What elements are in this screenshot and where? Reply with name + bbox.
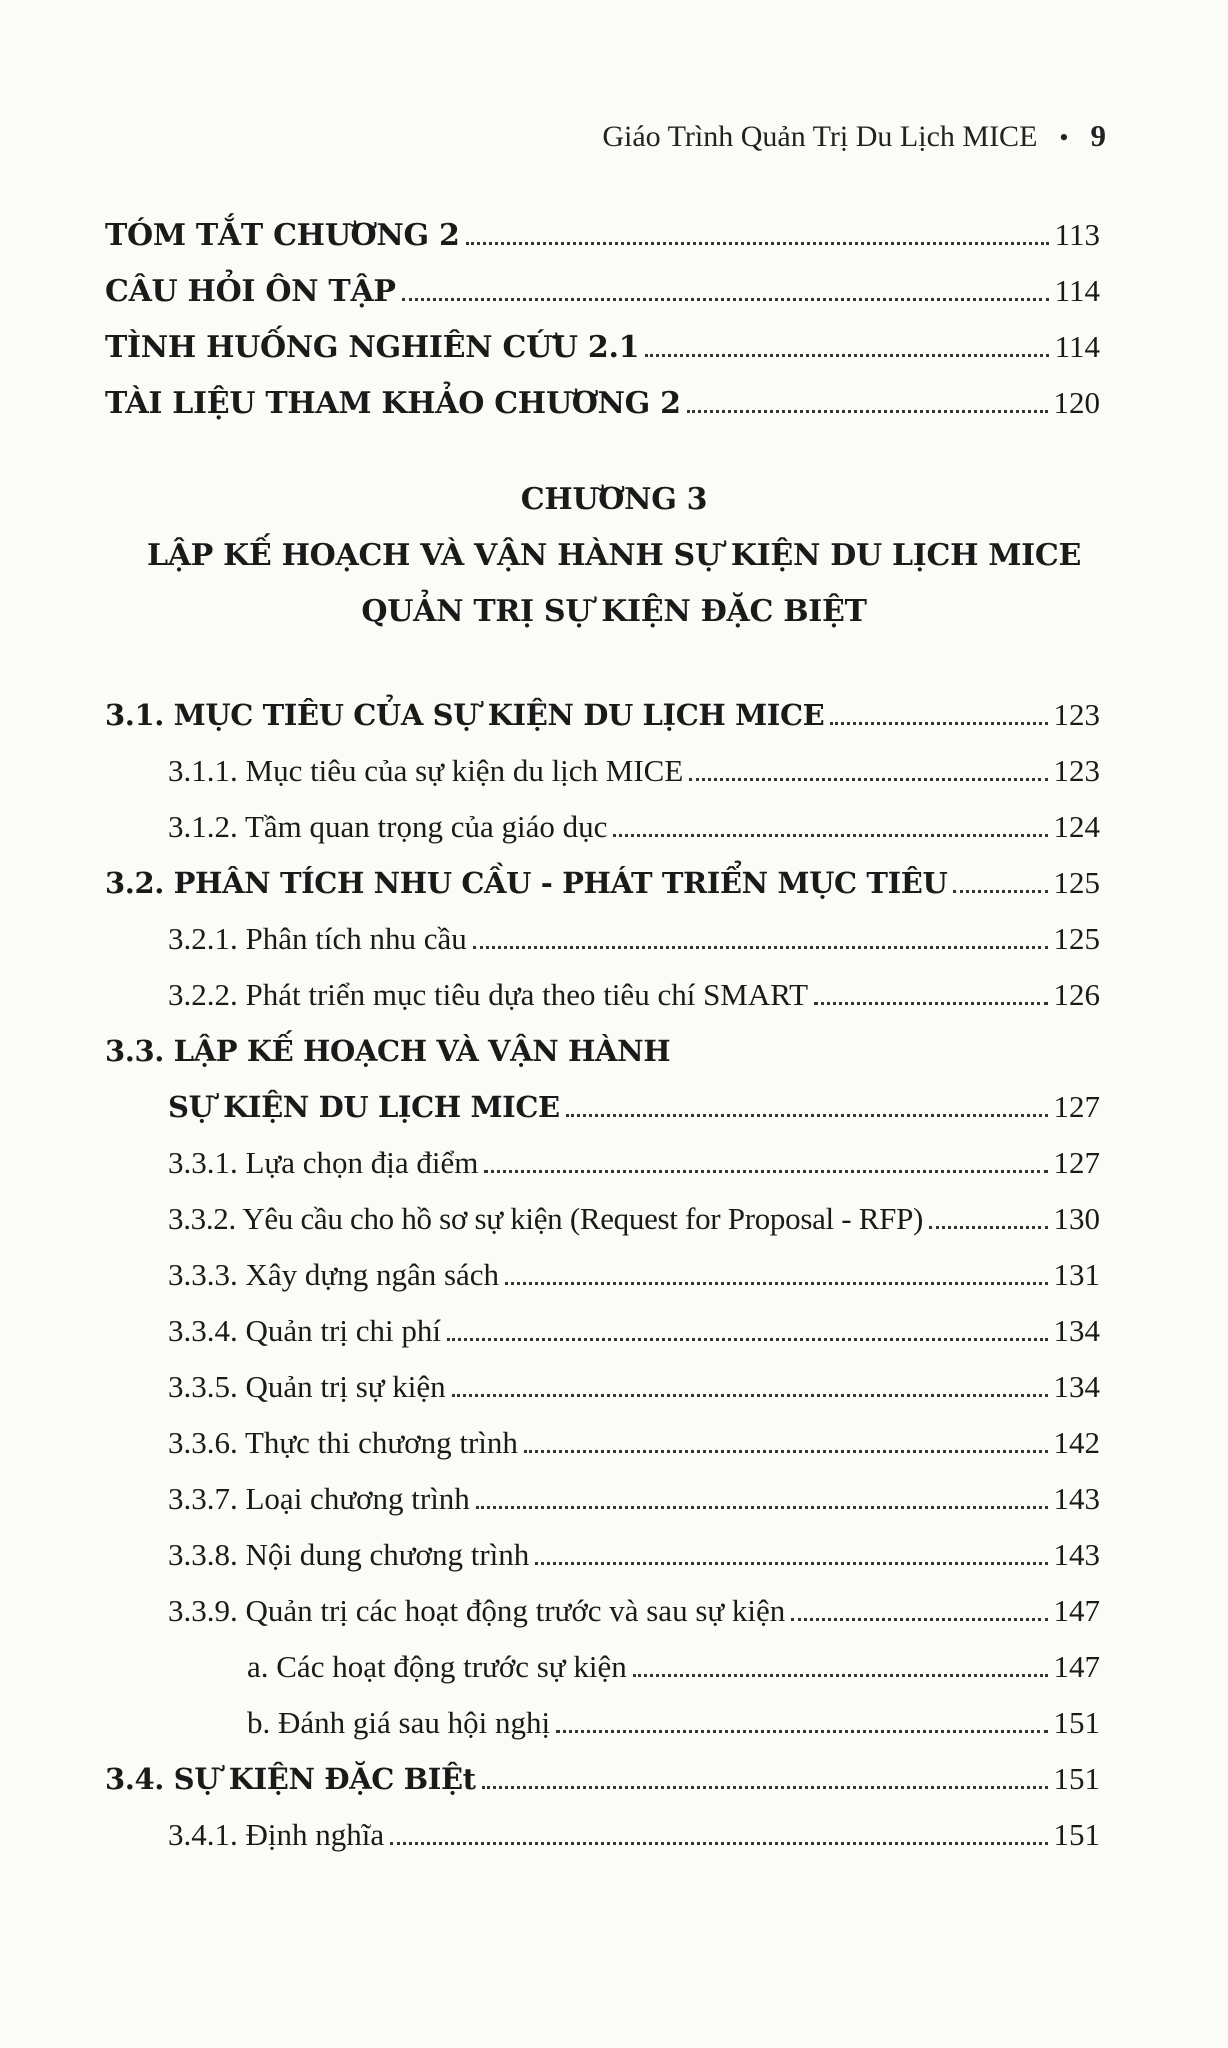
toc-entry <box>105 1760 1100 1798</box>
dot-leader <box>452 1394 1048 1397</box>
toc-entry-label: TÓM TẮT CHƯƠNG 2 <box>105 218 460 253</box>
toc-entry-page: 147 <box>1053 1593 1100 1628</box>
toc-entry-page: 142 <box>1053 1425 1100 1460</box>
toc-entry <box>105 384 1100 423</box>
toc-entry-label: 3.2.1. Phân tích nhu cầu <box>168 921 467 956</box>
toc-entry <box>168 1816 1100 1854</box>
toc-entry-label: 3.3.4. Quản trị chi phí <box>168 1313 441 1348</box>
toc-entry <box>168 752 1100 790</box>
dot-leader <box>613 834 1047 837</box>
toc-entry <box>168 1536 1100 1574</box>
toc-entry-page: 125 <box>1053 865 1100 900</box>
toc-entry <box>168 1592 1100 1630</box>
dot-leader <box>830 722 1047 725</box>
toc-entry-page: 114 <box>1054 273 1100 308</box>
dot-leader <box>476 1506 1048 1509</box>
toc-entry-page: 134 <box>1053 1369 1100 1404</box>
dot-leader <box>447 1338 1048 1341</box>
dot-leader <box>953 890 1047 893</box>
toc-entry <box>105 696 1100 734</box>
header-separator: • <box>1059 123 1069 152</box>
dot-leader <box>633 1674 1048 1677</box>
toc-entry-page: 130 <box>1053 1201 1100 1236</box>
dot-leader <box>687 410 1048 413</box>
toc-entry <box>168 1312 1100 1350</box>
chapter-title-line1: LẬP KẾ HOẠCH VÀ VẬN HÀNH SỰ KIỆN DU LỊCH MICE <box>146 538 1082 573</box>
dot-leader <box>524 1450 1048 1453</box>
toc-entry <box>247 1704 1100 1742</box>
toc-entry-page: 123 <box>1053 753 1100 788</box>
running-header <box>602 118 1106 154</box>
toc-entry-page: 120 <box>1053 385 1100 420</box>
toc-entry-label: 3.3.8. Nội dung chương trình <box>168 1537 530 1572</box>
dot-leader <box>402 298 1049 301</box>
chapter-number: CHƯƠNG 3 <box>520 482 708 517</box>
toc-entry-label: 3.3. LẬP KẾ HOẠCH VÀ VẬN HÀNH <box>105 1034 671 1068</box>
dot-leader <box>466 242 1049 245</box>
toc-entry-label: 3.3.5. Quản trị sự kiện <box>168 1369 446 1404</box>
toc-entry-label: 3.3.1. Lựa chọn địa điểm <box>168 1145 479 1180</box>
toc-entry-page: 124 <box>1053 809 1100 844</box>
dot-leader <box>505 1282 1047 1285</box>
toc-entry <box>168 1088 1100 1126</box>
toc-entry <box>105 216 1100 255</box>
toc-entry <box>105 328 1100 367</box>
toc-entry-label: 3.1. MỤC TIÊU CỦA SỰ KIỆN DU LỊCH MICE <box>105 698 825 732</box>
dot-leader <box>556 1730 1047 1733</box>
dot-leader <box>484 1170 1047 1173</box>
book-title: Giáo Trình Quản Trị Du Lịch MICE <box>602 120 1038 153</box>
toc-entry-label: 3.3.6. Thực thi chương trình <box>168 1425 518 1460</box>
toc-entry-label: 3.1.1. Mục tiêu của sự kiện du lịch MICE <box>168 753 684 788</box>
toc-entry-page: 134 <box>1053 1313 1100 1348</box>
toc-entry <box>247 1648 1100 1686</box>
toc-entry-label: b. Đánh giá sau hội nghị <box>247 1705 551 1740</box>
toc-entry-page: 147 <box>1053 1649 1100 1684</box>
toc-entry-label: 3.3.3. Xây dựng ngân sách <box>168 1257 500 1292</box>
toc-entry-label: CÂU HỎI ÔN TẬP <box>105 274 396 309</box>
toc-entry-label: 3.4.1. Định nghĩa <box>168 1817 385 1852</box>
page-number: 9 <box>1090 118 1106 153</box>
toc-entry-label: 3.2. PHÂN TÍCH NHU CẦU - PHÁT TRIỂN MỤC TIÊU <box>105 866 948 900</box>
toc-entry-page: 151 <box>1053 1761 1100 1796</box>
toc-entry-label: 3.3.2. Yêu cầu cho hồ sơ sự kiện (Request for Proposal - RFP) <box>168 1201 924 1236</box>
toc-entry-page: 131 <box>1053 1257 1100 1292</box>
dot-leader <box>535 1562 1047 1565</box>
toc-entry <box>168 1256 1100 1294</box>
toc-entry-label: 3.1.2. Tầm quan trọng của giáo dục <box>168 809 608 844</box>
chapter-title-line2: QUẢN TRỊ SỰ KIỆN ĐẶC BIỆT <box>361 594 867 629</box>
toc-entry <box>168 976 1100 1014</box>
toc-entry-page: 143 <box>1053 1537 1100 1572</box>
toc-entry-page: 125 <box>1053 921 1100 956</box>
toc-entry <box>168 1200 1100 1238</box>
toc-entry-page: 127 <box>1053 1145 1100 1180</box>
dot-leader <box>929 1226 1047 1229</box>
toc-entry <box>168 1368 1100 1406</box>
toc-entry-page: 151 <box>1053 1817 1100 1852</box>
toc-entry-page: 127 <box>1053 1089 1100 1124</box>
toc-entry <box>168 1144 1100 1182</box>
toc-entry <box>168 920 1100 958</box>
toc-entry-label: a. Các hoạt động trước sự kiện <box>247 1649 627 1684</box>
dot-leader <box>791 1618 1047 1621</box>
toc-entry-label: TÀI LIỆU THAM KHẢO CHƯƠNG 2 <box>105 386 681 421</box>
toc-entry-label: 3.4. SỰ KIỆN ĐẶC BIỆt <box>105 1762 476 1796</box>
toc-entry <box>168 1424 1100 1462</box>
toc-entry-label: SỰ KIỆN DU LỊCH MICE <box>168 1090 560 1124</box>
toc-entry <box>168 808 1100 846</box>
toc-entry-label: 3.3.7. Loại chương trình <box>168 1481 470 1516</box>
toc-entry-page: 143 <box>1053 1481 1100 1516</box>
dot-leader <box>473 946 1048 949</box>
dot-leader <box>814 1002 1047 1005</box>
toc-entry-page: 151 <box>1053 1705 1100 1740</box>
toc-entry-label: 3.3.9. Quản trị các hoạt động trước và sau sự kiện <box>168 1593 786 1628</box>
toc-entry <box>105 272 1100 311</box>
toc-entry-page: 114 <box>1054 329 1100 364</box>
toc-entry-label: 3.2.2. Phát triển mục tiêu dựa theo tiêu chí SMART <box>168 977 809 1012</box>
toc-entry-page: 113 <box>1054 217 1100 252</box>
dot-leader <box>566 1114 1048 1117</box>
toc-entry <box>105 864 1100 902</box>
dot-leader <box>689 778 1047 781</box>
toc-entry-label: TÌNH HUỐNG NGHIÊN CỨU 2.1 <box>105 330 640 365</box>
dot-leader <box>390 1842 1047 1845</box>
dot-leader <box>482 1786 1048 1789</box>
toc-entry <box>168 1480 1100 1518</box>
dot-leader <box>645 354 1048 357</box>
toc-entry-page: 126 <box>1053 977 1100 1012</box>
toc-entry-page: 123 <box>1053 697 1100 732</box>
